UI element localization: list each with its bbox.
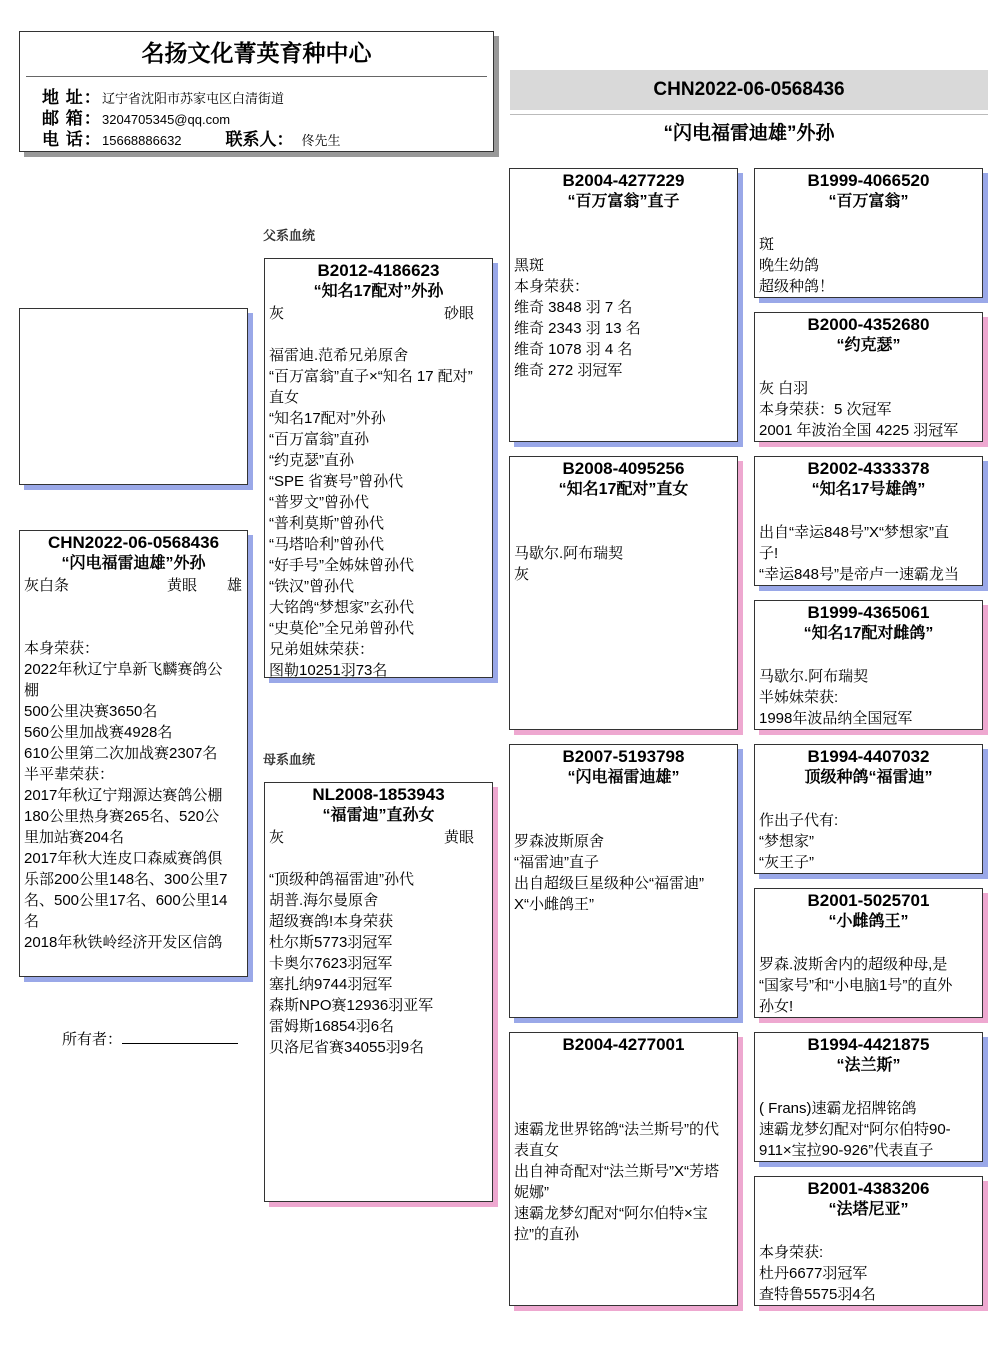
sss-note-line: 晚生幼鸽 [759, 257, 820, 274]
dds-name: “法兰斯” [836, 1057, 901, 1074]
sds-ring: B2002-4333378 [807, 459, 930, 478]
subject-note-line: 2017年秋大连皮口森威赛鸽俱 [24, 850, 223, 867]
sire-dam-name: “知名17配对”直女 [558, 481, 689, 498]
sdd-ring: B1999-4365061 [807, 603, 930, 622]
subject-traits [24, 575, 243, 596]
sire-note-line: 福雷迪.范希兄弟原舍 [269, 347, 409, 364]
sire-name: “知名17配对”外孙 [313, 283, 444, 300]
sire-dam-ring: B2008-4095256 [562, 459, 685, 478]
sire-color: 灰 [269, 305, 285, 322]
dam-dam-ring: B2004-4277001 [562, 1035, 685, 1054]
sss-name: “百万富翁” [828, 193, 909, 210]
sire-dam-card [509, 456, 738, 730]
dsd-notes [759, 954, 978, 1017]
sds-note-line: 子! [759, 545, 779, 562]
dd-note-line: 妮娜” [514, 1184, 549, 1201]
ss-note-line: 维奇 272 羽冠军 [514, 362, 623, 379]
dss-note-line: “灰王子” [759, 854, 814, 871]
email-label: 邮 箱： [42, 109, 102, 128]
dam-sire-notes [514, 831, 733, 915]
subject-note-line: 2017年秋辽宁翔源达赛鸽公棚 [24, 787, 223, 804]
sire-note-line: “百万富翁”直子×“知名 17 配对” [269, 368, 473, 385]
subject-color: 灰白条 [24, 577, 70, 594]
ssd-name: “约克瑟” [836, 337, 901, 354]
phone-row [42, 125, 493, 149]
ddd-card [754, 1176, 983, 1306]
dam-sire-card [509, 744, 738, 1018]
ddd-name: “法塔尼亚” [828, 1201, 909, 1218]
organization-name: 名扬文化菁英育种中心 [141, 40, 372, 66]
dsd-card [754, 888, 983, 1018]
subject-note-line: 乐部200公里148名、300公里7 [24, 871, 228, 888]
subject-notes [24, 638, 243, 953]
dsd-name: “小雌鸽王” [828, 913, 909, 930]
ddd-note-line: 本身荣获: [759, 1244, 824, 1261]
ssd-card [754, 312, 983, 442]
sire-note-line: “SPE 省赛号”曾孙代 [269, 473, 404, 490]
dd-note-line: 拉”的直孙 [514, 1226, 579, 1243]
ss-note-line: 维奇 3848 羽 7 名 [514, 299, 633, 316]
dss-note-line: 作出子代有: [759, 812, 839, 829]
phone-label: 电 话： [42, 130, 102, 149]
sire-ring: B2012-4186623 [317, 261, 440, 280]
subject-note-line: 180公里热身赛265名、520公 [24, 808, 220, 825]
sds-note-line: “幸运848号”是帝卢一速霸龙当 [759, 566, 960, 583]
sire-note-line: 大铭鸽“梦想家”玄孙代 [269, 599, 414, 616]
dd-note-line: 出自神奇配对“法兰斯号”X“芳塔 [514, 1163, 719, 1180]
sss-note-line: 斑 [759, 236, 775, 253]
dd-note-line: 速霸龙世界铭鸽“法兰斯号”的代 [514, 1121, 719, 1138]
sire-note-line: “马塔哈利”曾孙代 [269, 536, 384, 553]
ddd-note-line: 查特鲁5575羽4名 [759, 1286, 876, 1303]
subject-note-line: 500公里决赛3650名 [24, 703, 158, 720]
dss-notes [759, 810, 978, 873]
address-value: 辽宁省沈阳市苏家屯区白清街道 [102, 91, 285, 106]
sdd-notes [759, 666, 978, 729]
owner-field [62, 1028, 238, 1049]
dsd-note-line: “国家号”和“小电脑1号”的直外 [759, 977, 953, 994]
ddd-notes [759, 1242, 978, 1305]
ssd-ring: B2000-4352680 [807, 315, 930, 334]
dss-note-line: “梦想家” [759, 833, 814, 850]
sire-sire-name: “百万富翁”直子 [567, 193, 680, 210]
dsd-ring: B2001-5025701 [807, 891, 930, 910]
dam-note-line: 卡奥尔7623羽冠军 [269, 955, 393, 972]
dds-ring: B1994-4421875 [807, 1035, 930, 1054]
sire-dam-notes [514, 543, 733, 585]
pedigree-title-name: “闪电福雷迪雄”外孙 [663, 123, 835, 144]
sire-note-line: “好手号”全姊妹曾孙代 [269, 557, 414, 574]
sds-card [754, 456, 983, 586]
sire-note-line: 兄弟姐妹荣获： [269, 641, 375, 658]
dam-ring: NL2008-1853943 [312, 785, 445, 804]
dam-name: “福雷迪”直孙女 [322, 807, 435, 824]
dss-name: 顶级种鸽“福雷迪” [804, 769, 933, 786]
dds-note-line: ( Frans)速霸龙招牌铭鸽 [759, 1100, 917, 1117]
ss-note-line: 维奇 2343 羽 13 名 [514, 320, 641, 337]
sdd-card [754, 600, 983, 730]
ss-note-line: 黑斑 [514, 257, 545, 274]
dss-ring: B1994-4407032 [807, 747, 930, 766]
dam-note-line: 杜尔斯5773羽冠军 [269, 934, 393, 951]
dam-color: 灰 [269, 829, 285, 846]
sdd-note-line: 1998年波品纳全国冠军 [759, 710, 913, 727]
sire-note-line: “史莫伦”全兄弟曾孙代 [269, 620, 414, 637]
breeder-info-panel [19, 31, 494, 152]
sire-note-line: “铁汉”曾孙代 [269, 578, 354, 595]
sire-notes [269, 345, 488, 678]
ds-note-line: “福雷迪”直子 [514, 854, 599, 871]
sd-note-line: 灰 [514, 566, 530, 583]
sire-note-line: “约克瑟”直孙 [269, 452, 354, 469]
sd-note-line: 马歇尔.阿布瑞契 [514, 545, 624, 562]
address-row [42, 83, 493, 107]
contact-value: 佟先生 [301, 133, 341, 148]
dd-note-line: 表直女 [514, 1142, 560, 1159]
dam-sire-name: “闪电福雷迪雄” [567, 769, 680, 786]
subject-note-line: 棚 [24, 682, 40, 699]
email-value: 3204705345@qq.com [102, 112, 231, 127]
subject-eye: 黄眼 [167, 577, 198, 594]
dam-sire-ring: B2007-5193798 [562, 747, 685, 766]
sds-name: “知名17号雄鸽” [811, 481, 926, 498]
sire-eye: 砂眼 [443, 305, 474, 322]
dam-dam-card [509, 1032, 738, 1306]
dds-card [754, 1032, 983, 1162]
subject-note-line: 里加站赛204名 [24, 829, 125, 846]
sdd-note-line: 半姊妹荣获: [759, 689, 839, 706]
owner-blank-line[interactable] [122, 1029, 238, 1044]
dam-eye: 黄眼 [443, 829, 474, 846]
maternal-label: 母系血统 [263, 752, 316, 767]
sire-sire-notes [514, 255, 733, 381]
ssd-note-line: 灰 白羽 [759, 380, 809, 397]
subject-note-line: 名、500公里17名、600公里14 [24, 892, 228, 909]
dss-card [754, 744, 983, 874]
ds-note-line: 罗森波斯原舍 [514, 833, 605, 850]
dam-notes [269, 869, 488, 1058]
sdd-note-line: 马歇尔.阿布瑞契 [759, 668, 869, 685]
phone-value: 15668886632 [102, 133, 182, 148]
sdd-name: “知名17配对雌鸽” [803, 625, 934, 642]
sds-notes [759, 522, 978, 585]
dam-note-line: 超级赛鸽!本身荣获 [269, 913, 394, 930]
subject-note-line: 560公里加战赛4928名 [24, 724, 173, 741]
dds-note-line: 911×宝拉90-926”代表直子 [759, 1142, 934, 1159]
dd-note-line: 速霸龙梦幻配对“阿尔伯特×宝 [514, 1205, 708, 1222]
paternal-label: 父系血统 [263, 228, 316, 243]
subject-note-line: 半平辈荣获： [24, 766, 115, 783]
subject-name: “闪电福雷迪雄”外孙 [61, 555, 206, 572]
dam-dam-name [514, 1055, 733, 1077]
ss-note-line: 本身荣获： [514, 278, 590, 295]
title-divider [510, 114, 988, 115]
ssd-note-line: 本身荣获：5 次冠军 [759, 401, 892, 418]
ds-note-line: X“小雌鸽王” [514, 896, 594, 913]
pedigree-ring-number: CHN2022-06-0568436 [510, 70, 988, 110]
sss-notes [759, 234, 978, 297]
subject-note-line: 610公里第二次加战赛2307名 [24, 745, 218, 762]
sire-note-line: “普利莫斯”曾孙代 [269, 515, 384, 532]
sire-note-line: “百万富翁”直孙 [269, 431, 369, 448]
sire-card [264, 258, 493, 678]
sds-note-line: 出自“幸运848号”X“梦想家”直 [759, 524, 950, 541]
sire-sire-ring: B2004-4277229 [562, 171, 685, 190]
dam-traits [269, 827, 488, 848]
dds-notes [759, 1098, 978, 1161]
sire-note-line: “普罗文”曾孙代 [269, 494, 369, 511]
dds-note-line: 速霸龙梦幻配对“阿尔伯特90- [759, 1121, 951, 1138]
dam-note-line: 森斯NPO赛12936羽亚军 [269, 997, 434, 1014]
sire-sire-card [509, 168, 738, 442]
dam-card [264, 782, 493, 1202]
subject-note-line: 2022年秋辽宁阜新飞麟赛鸽公 [24, 661, 223, 678]
email-row [42, 104, 493, 128]
dam-dam-notes [514, 1119, 733, 1245]
sss-ring: B1999-4066520 [807, 171, 930, 190]
sire-traits [269, 303, 488, 324]
photo-placeholder [19, 308, 248, 485]
contact-label: 联系人： [225, 130, 294, 149]
sire-note-line: 直女 [269, 389, 300, 406]
ds-note-line: 出自超级巨星级种公“福雷迪” [514, 875, 704, 892]
dsd-note-line: 孙女! [759, 998, 794, 1015]
ssd-notes [759, 378, 978, 441]
ssd-note-line: 2001 年波治全国 4225 羽冠军 [759, 422, 959, 439]
dam-note-line: 塞扎纳9744羽冠军 [269, 976, 393, 993]
sss-card [754, 168, 983, 298]
subject-note-line: 名 [24, 913, 40, 930]
subject-card [19, 530, 248, 977]
subject-ring: CHN2022-06-0568436 [47, 533, 220, 552]
dsd-note-line: 罗森.波斯舍内的超级种母,是 [759, 956, 948, 973]
sire-note-line: “知名17配对”外孙 [269, 410, 386, 427]
sire-note-line: 图勒10251羽73名 [269, 662, 388, 678]
ddd-note-line: 杜丹6677羽冠军 [759, 1265, 868, 1282]
dam-note-line: 雷姆斯16854羽6名 [269, 1018, 395, 1035]
dam-note-line: 贝洛尼省赛34055羽9名 [269, 1039, 425, 1056]
header-divider [26, 76, 487, 77]
sss-note-line: 超级种鸽！ [759, 278, 835, 295]
dam-note-line: “顶级种鸽福雷迪”孙代 [269, 871, 414, 888]
address-label: 地 址： [42, 88, 102, 107]
subject-sex: 雄 [227, 577, 243, 594]
ss-note-line: 维奇 1078 羽 4 名 [514, 341, 633, 358]
subject-note-line: 本身荣获： [24, 640, 100, 657]
ddd-ring: B2001-4383206 [807, 1179, 930, 1198]
owner-label: 所有者： [62, 1031, 123, 1048]
subject-note-line: 2018年秋铁岭经济开发区信鸽 [24, 934, 223, 951]
dam-note-line: 胡普.海尔曼原舍 [269, 892, 379, 909]
